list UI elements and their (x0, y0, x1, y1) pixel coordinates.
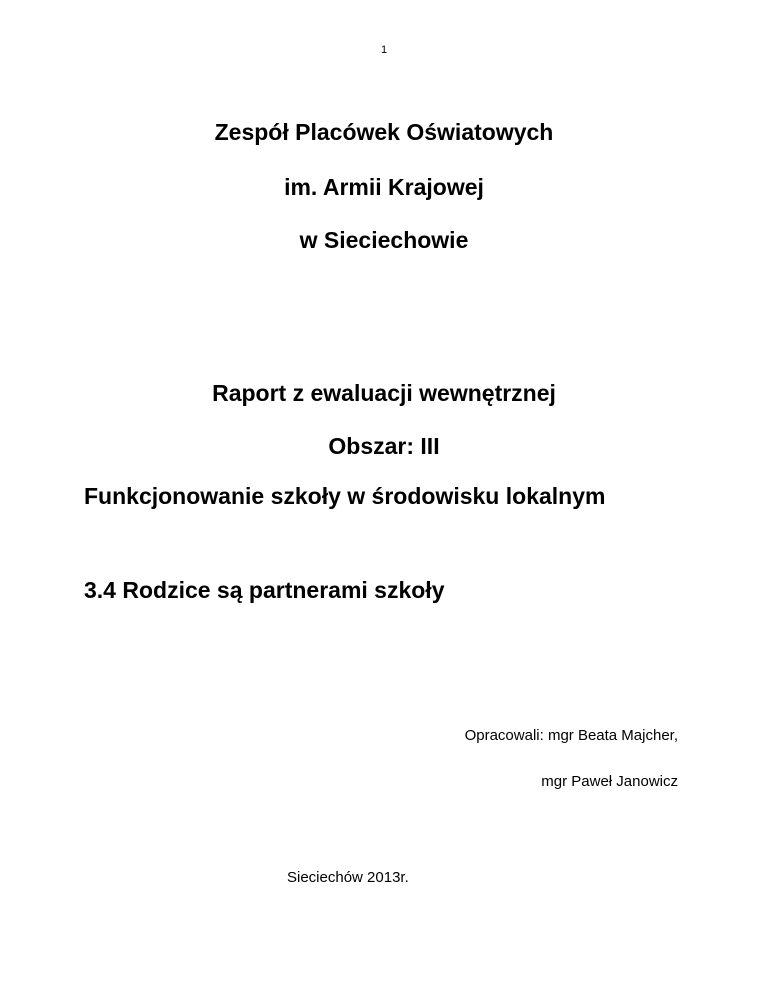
institution-location: w Sieciechowie (299, 227, 469, 253)
authors-line-1: Opracowali: mgr Beata Majcher, (464, 727, 678, 744)
report-area: Obszar: III (328, 433, 440, 459)
authors-line-2: mgr Paweł Janowicz (541, 773, 678, 790)
place-date: Sieciechów 2013r. (287, 869, 409, 886)
page-number: 1 (380, 44, 388, 56)
area-title: Funkcjonowanie szkoły w środowisku lokalnym (84, 483, 606, 509)
institution-name: Zespół Placówek Oświatowych (214, 119, 554, 145)
report-title: Raport z ewaluacji wewnętrznej (212, 380, 556, 406)
requirement-heading: 3.4 Rodzice są partnerami szkoły (84, 577, 445, 603)
institution-patron: im. Armii Krajowej (284, 174, 484, 200)
